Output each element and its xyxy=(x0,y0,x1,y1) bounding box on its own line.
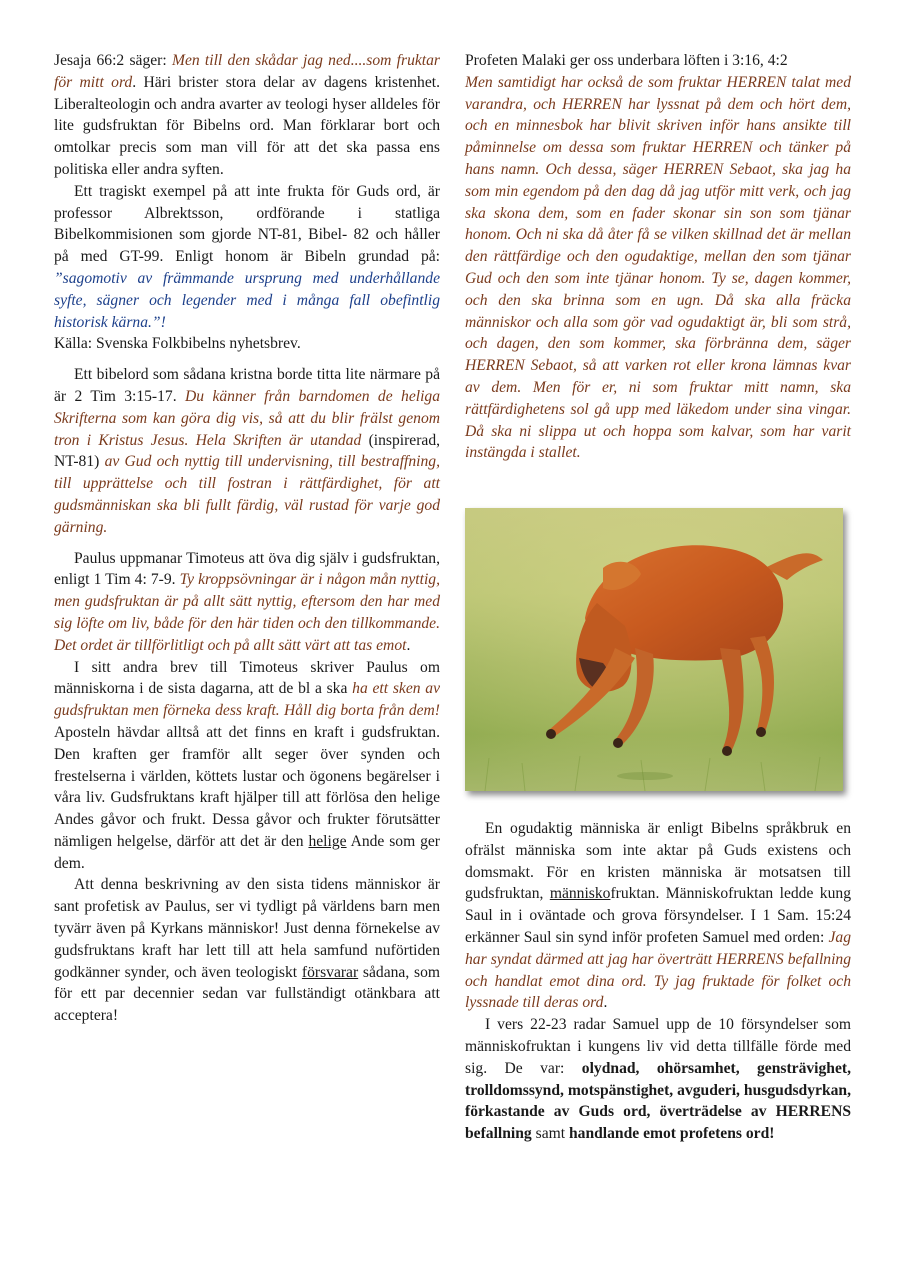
paragraph-1tim xyxy=(54,548,440,657)
underlined-word: försvarar xyxy=(301,963,359,981)
paragraph-profetisk xyxy=(54,874,440,1027)
underlined-word: helige xyxy=(308,832,347,850)
text-run: Ett bibelord som sådana kristna borde titta lite närmare på är 2 Tim 3:15-17. xyxy=(54,366,440,405)
paragraph-ogudaktig xyxy=(465,818,851,1014)
source-line: Källa: Svenska Folkbibelns nyhetsbrev. xyxy=(54,335,301,353)
bold-list: olydnad, ohörsamhet, gensträvighet, trolldomssynd, motspänstighet, avguderi, husgudsdyrkan, förkastande av Guds ord, överträdelse av HERRENS befallning xyxy=(465,1059,851,1143)
paragraph-andra-brev xyxy=(54,657,440,875)
text-run: Aposteln hävdar alltså att det finns en kraft i gudsfruktan. Den kraften ger framför allt seger över synden och frestelserna i världen, köttets lustar och ögonens begärelser i våra liv. Gudsfruktans kraft hjälper till att förlösa den helige Andes gåvor och frukt. Dessa gåvor och frukter förutsätter nämligen helgelse, därför att det är den xyxy=(54,723,440,850)
text-run: Att denna beskrivning av den sista tidens människor är sant profetisk av Paulus, ser vi tydligt på världens barn men tyvärr även på Kyrkans människor! Just denna förnekelse av gudsfruktans kraft har lett till att hela samfund nuförtiden godkänner synder, och även teologiskt xyxy=(54,876,440,981)
text-run: Ett tragiskt exempel på att inte frukta för Guds ord, är professor Albrektsson, ordförande i statliga Bibelkommisionen som gjorde NT-81, Bibel- 82 och håller på med GT-99. Enligt honom är Bibeln grundad på: xyxy=(54,182,440,266)
text-run: sådana, som för ett par decennier sedan var fullständigt otänkbara att acceptera! xyxy=(54,963,440,1025)
text-run: Ande som ger dem. xyxy=(54,832,440,872)
paragraph-albrektsson xyxy=(54,181,440,334)
right-column-bottom xyxy=(465,818,851,1145)
paragraph-malaki-intro: Profeten Malaki ger oss underbara löften i 3:16, 4:2 xyxy=(465,52,788,69)
text-run: . xyxy=(406,636,411,654)
right-column-top xyxy=(465,50,851,464)
blue-quote: ”sagomotiv av främmande ursprung med underhållande syfte, sägner och legender med i många fall obefintlig historisk kärna.”! xyxy=(54,269,440,331)
scripture-quote: ha ett sken av gudsfruktan men förneka dess kraft. Håll dig borta från dem! xyxy=(54,680,440,720)
scripture-quote: Ty kroppsövningar är i någon mån nyttig, men gudsfruktan är på allt sätt nyttig, eftersom den har med sig löfte om liv, både för den här tiden och den tillkommande. Det ordet är tillförlitligt och på allt sätt värt att tas emot xyxy=(54,571,440,654)
text-run: fruktan. Människofruktan ledde kung Saul in i oväntade och grova försyndelser. I 1 Sam. 15:24 erkänner Saul sin synd inför profeten Samuel med orden: xyxy=(465,885,851,946)
paragraph-2tim xyxy=(54,364,440,538)
text-run: I vers 22-23 radar Samuel upp de 10 försyndelser som människofruktan i kungens liv vid detta tillfälle förde med sig. De var: xyxy=(465,1016,851,1077)
text-run: (inspirerad, NT-81) xyxy=(54,431,441,471)
bold-list: handlande emot profetens ord! xyxy=(568,1125,775,1143)
text-run: samt xyxy=(531,1125,569,1143)
text-run: . Häri brister stora delar av dagens kristenhet. Liberalteologin och andra avarter av teologi hyser alldeles för lite gudsfruktan för Bibelns ord. Man förklarar bort och omtolkar precis som man vill för att det ska passa ens politiska eller andra syften. xyxy=(54,73,440,178)
scripture-quote: Men till den skådar jag ned....som fruktar för mitt ord xyxy=(54,52,440,91)
text-run: . xyxy=(603,994,608,1012)
underlined-word: människo xyxy=(549,885,611,903)
paragraph-forsyndelser xyxy=(465,1014,851,1145)
bison-calf-photo xyxy=(465,508,843,791)
scripture-quote-malaki: Men samtidigt har också de som fruktar HERREN talat med varandra, och HERREN har lyssnat på dem och hört dem, och en minnesbok har blivit skriven inför hans ansikte till påminnelse om dessa som fruktar HERREN och tänker på hans namn. Och dessa, säger HERREN Sebaot, ska jag ha som min egendom på den dag då jag utför mitt verk, och jag ska skona dem, som en fader skonar sin son som tjänar honom. Och ni ska då åter få se vilken skillnad det är mellan den rättfärdige och den ogudaktige, mellan den som tjänar Gud och den som inte tjänar honom. Ty se, dagen kommer, och den ska brinna som en ugn. Då ska alla fräcka människor och alla som gör vad ogudaktigt är, bli som strå, och dagen, den som kommer, ska förbränna dem, säger HERREN Sebaot, så att varken rot eller krona lämnas kvar av dem. Men för er, ni som fruktar mitt namn, ska rättfärdighetens sol gå upp med läkedom under sina vingar. Då ska ni slippa ut och hoppa som kalvar, som har varit instängda i stallet. xyxy=(465,73,851,462)
text-run: I sitt andra brev till Timoteus skriver Paulus om människorna i de sista dagarna, att de bl a ska xyxy=(54,658,440,698)
text-run: Paulus uppmanar Timoteus att öva dig själv i gudsfruktan, enligt 1 Tim 4: 7-9. xyxy=(54,549,440,589)
text-run: Jesaja 66:2 säger: xyxy=(54,52,172,69)
left-column xyxy=(54,50,440,1027)
scripture-quote: Du känner från barndomen de heliga Skrifterna som kan göra dig vis, så att du blir frälst genom tron i Kristus Jesus. Hela Skriften är utandad xyxy=(54,387,441,449)
scripture-quote: av Gud och nyttig till undervisning, till bestraffning, till upprättelse och till fostran i rättfärdighet, för att gudsmänniskan ska bli fullt färdig, väl rustad för varje god gärning. xyxy=(54,453,440,536)
text-run: En ogudaktig människa är enligt Bibelns språkbruk en ofrälst människa som inte aktar på Guds existens och domsmakt. För en kristen människa är motsatsen till gudsfruktan, xyxy=(465,820,851,903)
paragraph-jesaja xyxy=(54,50,440,181)
scripture-quote: Jag har syndat därmed att jag har överträtt HERRENS befallning och handlat emot dina ord. Ty jag fruktade för folket och lyssnade till deras ord xyxy=(465,928,851,1012)
